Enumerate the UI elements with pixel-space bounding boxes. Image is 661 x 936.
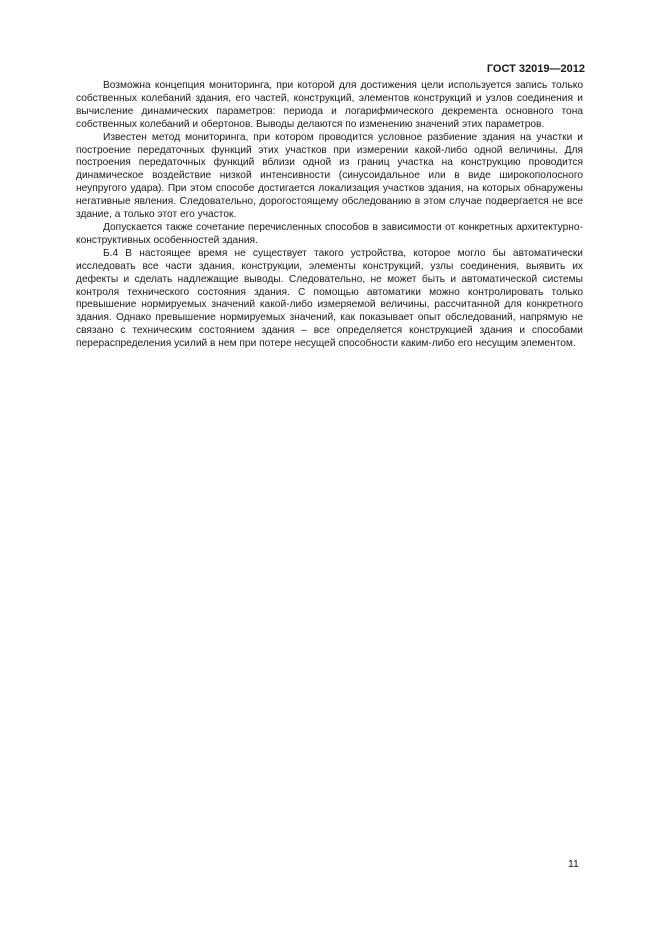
document-body [76, 80, 583, 351]
paragraph-b4: Б.4 В настоящее время не существует такого устройства, которое могло бы автоматически исследовать все части здания, конструкции, элементы конструкций, узлы соединения, выявить их дефекты и сделать надлежащие выводы. Следовательно, не может быть и автоматической системы контроля технического состояния здания. С помощью автоматики можно контролировать только превышение нормируемых значений какой-либо измеряемой величины, рассчитанной для конкретного здания. Однако превышение нормируемых значений, как показывает опыт обследований, напрямую не связано с техническим состоянием здания – все определяется конструкцией здания и способами перераспределения усилий в нем при потере несущей способности каким-либо его несущим элементом. [76, 247, 583, 350]
page-number: 11 [568, 858, 579, 870]
paragraph-combination-of-methods: Допускается также сочетание перечисленных способов в зависимости от конкретных архитектурно-конструктивных особенностей здания. [76, 221, 583, 246]
paragraph-transfer-function-method: Известен метод мониторинга, при котором проводится условное разбиение здания на участки и построение передаточных функций этих участков при измерении какой-либо одной величины. Для построения передаточных функций вблизи одной из границ участка на конструкцию проводится динамическое воздействие низкой интенсивности (синусоидальное или в виде широкополосного неупругого удара). При этом способе достигается локализация участков здания, на которых обнаружены негативные явления. Следовательно, дорогостоящему обследованию в этом случае подвергается не все здание, а только этот его участок. [76, 131, 583, 221]
paragraph-monitoring-concept: Возможна концепция мониторинга, при которой для достижения цели используется запись только собственных колебаний здания, его частей, конструкций, элементов конструкций и узлов соединения и вычисление динамических параметров: периода и логарифмического декремента основного тона собственных колебаний и обертонов. Выводы делаются по изменению значений этих параметров. [76, 80, 583, 130]
document-code-header: ГОСТ 32019—2012 [486, 63, 585, 75]
